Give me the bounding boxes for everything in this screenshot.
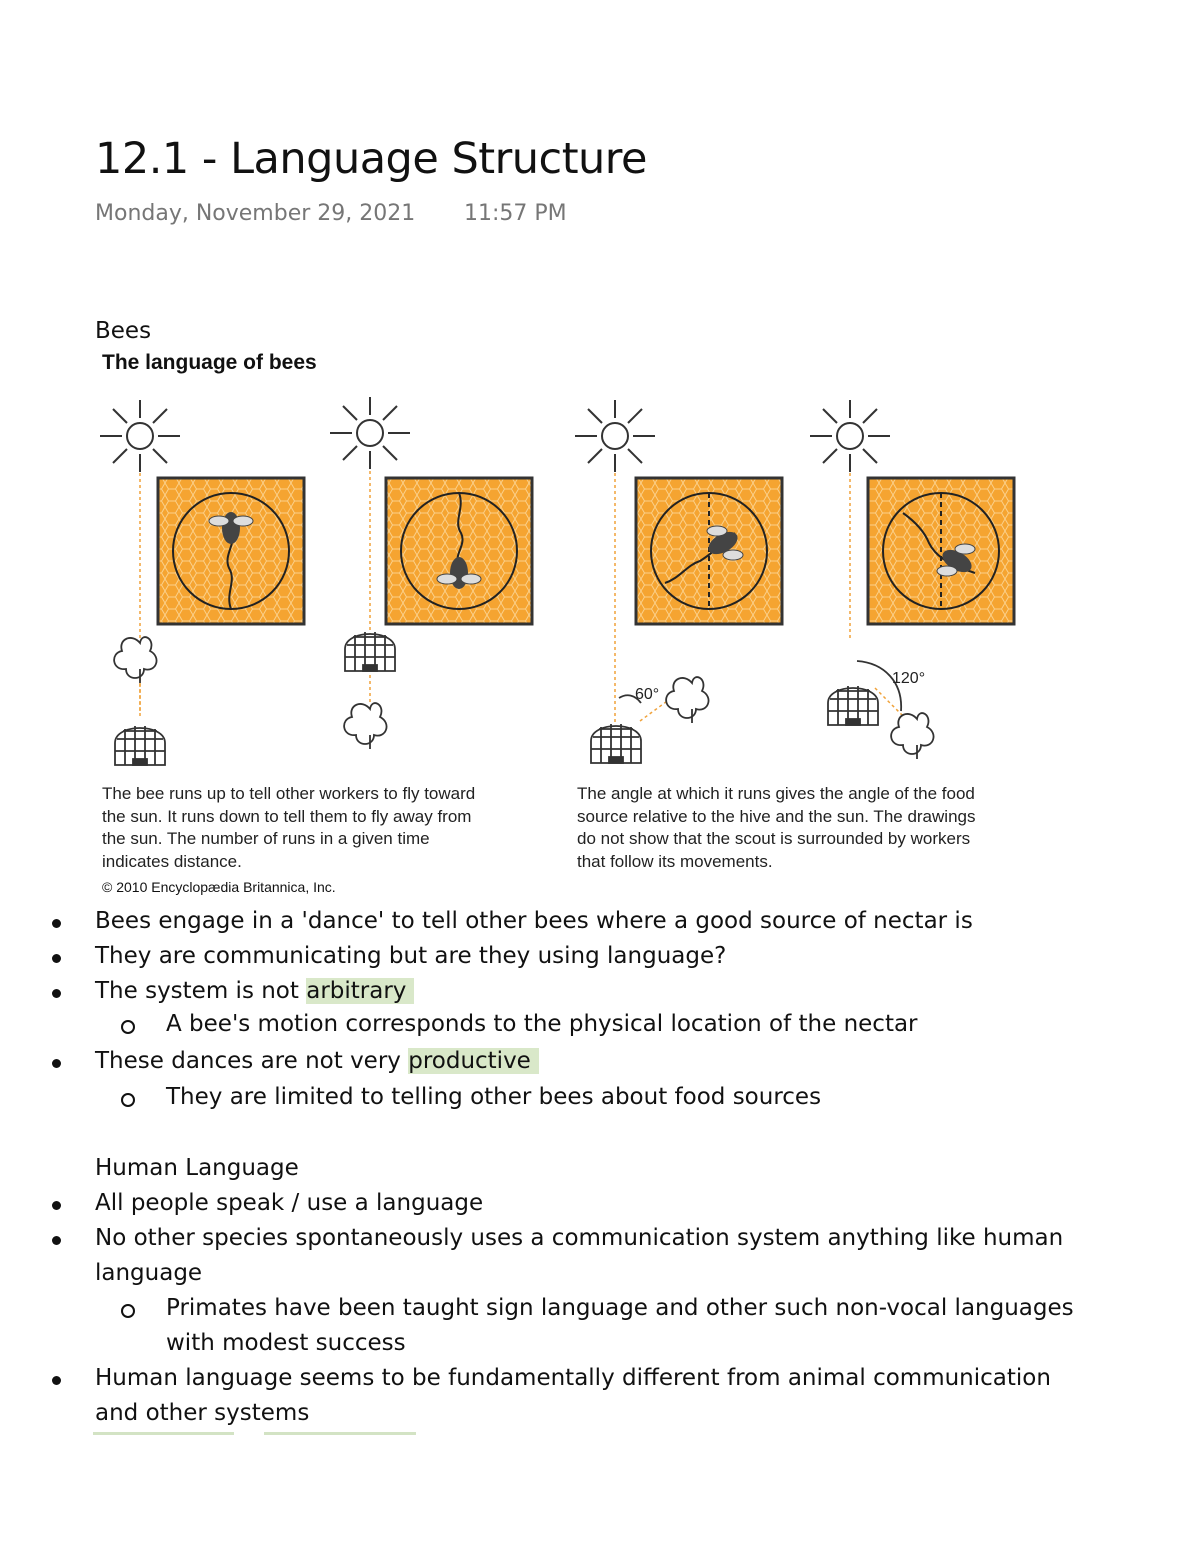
caption-line: that follow its movements. (577, 851, 773, 871)
caption-line: do not show that the scout is surrounded by workers (577, 829, 971, 848)
highlight-underline (264, 1432, 416, 1435)
list-item-text: All people speak / use a language (95, 1190, 484, 1216)
list-item (0, 974, 1100, 1009)
figure-caption-right (577, 783, 1027, 873)
bullet-dot-icon (52, 1059, 61, 1068)
list-item (0, 904, 1100, 939)
caption-line: source relative to the hive and the sun. The drawings (577, 806, 976, 826)
angle-label-120: 120° (892, 670, 926, 687)
bullet-dot-icon (52, 919, 61, 928)
caption-line: the sun. The number of runs in a given time (102, 829, 430, 848)
figure-credit: © 2010 Encyclopædia Britannica, Inc. (102, 879, 336, 895)
sun-icon (810, 400, 890, 472)
list-item-text: No other species spontaneously uses a communication system anything like human (95, 1225, 1064, 1251)
page-date: Monday, November 29, 2021 (95, 201, 416, 226)
sun-icon (100, 400, 180, 472)
list-item (0, 939, 1100, 974)
human-bullet-list (0, 1186, 1100, 1431)
caption-line: The bee runs up to tell other workers to fly toward (102, 784, 476, 803)
list-item (0, 1221, 1100, 1291)
list-sub-item (0, 1080, 1100, 1115)
figure-caption-left (102, 783, 532, 873)
list-item-text: language (95, 1260, 203, 1286)
honeycomb-panel-down (386, 478, 532, 624)
bees-bullet-list (0, 904, 1100, 1115)
caption-line: the sun. It runs down to tell them to fly away from (102, 806, 472, 826)
honeycomb-panel-up (158, 478, 304, 624)
bullet-circle-icon (121, 1304, 135, 1318)
human-language-heading: Human Language (95, 1155, 299, 1181)
page-time: 11:57 PM (464, 201, 567, 226)
list-item-text: Human language seems to be fundamentally different from animal communication (95, 1365, 1051, 1391)
bullet-dot-icon (52, 1201, 61, 1210)
highlight-underline (93, 1432, 234, 1435)
list-item-text: The system is not (95, 978, 307, 1004)
highlighted-term: arbitrary (306, 978, 414, 1004)
bullet-circle-icon (121, 1020, 135, 1034)
flower-icon (344, 703, 386, 749)
list-item-text: and other systems (95, 1400, 310, 1426)
list-item (0, 1044, 1100, 1079)
caption-line: indicates distance. (102, 851, 242, 871)
bee-dance-diagram (95, 393, 1035, 813)
honeycomb-panel-60 (636, 478, 782, 624)
list-sub-item-text: A bee's motion corresponds to the physical location of the nectar (166, 1011, 918, 1037)
list-sub-item-text: They are limited to telling other bees about food sources (166, 1084, 822, 1110)
flower-icon (666, 677, 708, 723)
bullet-dot-icon (52, 1376, 61, 1385)
flower-icon (891, 713, 933, 759)
caption-line: The angle at which it runs gives the angle of the food (577, 784, 975, 803)
hive-icon (591, 724, 641, 763)
figure-title: The language of bees (102, 351, 317, 374)
list-item (0, 1361, 1100, 1431)
list-sub-item (0, 1291, 1100, 1361)
page-title: 12.1 - Language Structure (95, 134, 648, 184)
bullet-dot-icon (52, 954, 61, 963)
sun-icon (575, 400, 655, 472)
hive-icon (115, 726, 165, 765)
flower-icon (114, 637, 156, 683)
list-item-text: These dances are not very (95, 1048, 409, 1074)
list-sub-item-text: Primates have been taught sign language and other such non-vocal languages (166, 1295, 1074, 1321)
bullet-dot-icon (52, 1236, 61, 1245)
honeycomb-panel-120 (868, 478, 1014, 624)
list-item-text: Bees engage in a 'dance' to tell other bees where a good source of nectar is (95, 908, 973, 934)
hive-icon (828, 686, 878, 725)
highlighted-term: productive (408, 1048, 539, 1074)
sun-icon (330, 397, 410, 469)
bullet-circle-icon (121, 1093, 135, 1107)
list-item-text: They are communicating but are they using language? (95, 943, 727, 969)
angle-label-60: 60° (635, 686, 660, 703)
list-sub-item-text: with modest success (166, 1330, 406, 1356)
list-item (0, 1186, 1100, 1221)
bee-dance-figure (95, 345, 1035, 900)
hive-icon (345, 632, 395, 671)
bees-heading: Bees (95, 318, 152, 344)
list-sub-item (0, 1007, 1100, 1042)
bullet-dot-icon (52, 989, 61, 998)
